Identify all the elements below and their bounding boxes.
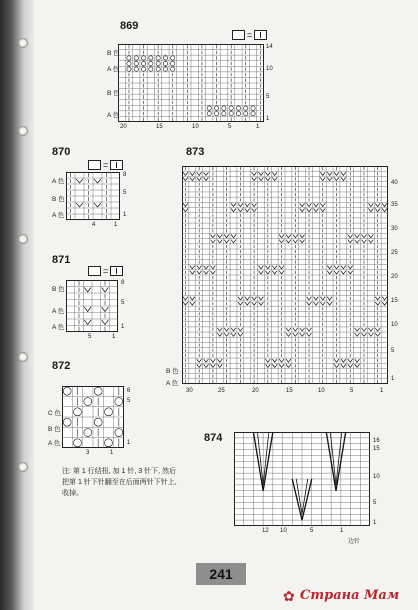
chart-873-left-label: A 色 — [166, 380, 179, 387]
symbol-legend-871 — [88, 266, 123, 276]
watermark: Страна Мам — [300, 588, 400, 603]
chart-871-left-label: B 色 — [52, 286, 65, 293]
chart-870-number: 870 — [52, 146, 71, 158]
chart-874-col-number: 5 — [310, 528, 314, 534]
chart-870-row-number: 8 — [123, 172, 127, 178]
chart-874-grid — [234, 432, 370, 526]
empty-cell-icon — [88, 160, 101, 170]
chart-873-row-number: 20 — [391, 274, 398, 280]
chart-871-col-number: 5 — [88, 334, 92, 340]
chart-872-row-number: 5 — [127, 398, 131, 404]
chart-869-row-number: 1 — [266, 116, 270, 122]
chart-870-col-number: 1 — [114, 222, 118, 228]
chart-873-row-number: 25 — [391, 250, 398, 256]
chart-873-col-number: 1 — [380, 388, 384, 394]
chart-873-row-number: 15 — [391, 298, 398, 304]
chart-869-left-label: A 色 — [107, 66, 120, 73]
chart-869-col-number: 10 — [192, 124, 199, 130]
chart-874-row-number: 15 — [373, 446, 380, 452]
chart-873-row-number: 40 — [391, 180, 398, 186]
chart-873-col-number: 25 — [218, 388, 225, 394]
chart-874-number: 874 — [204, 432, 223, 444]
chart-869-col-number: 20 — [120, 124, 127, 130]
chart-870-left-label: A 色 — [52, 178, 65, 185]
chart-869-row-number: 14 — [266, 44, 273, 50]
chart-869-row-number: 5 — [266, 94, 270, 100]
chart-869-left-label: B 色 — [107, 50, 120, 57]
chart-870-row-number: 1 — [123, 212, 127, 218]
chart-872-col-number: 3 — [86, 450, 90, 456]
chart-872-number: 872 — [52, 360, 71, 372]
chart-871-grid — [66, 280, 118, 332]
chart-874-edge-stitch-label: 边针 — [348, 539, 361, 545]
equals-sign: = — [103, 160, 109, 170]
flower-icon: ✿ — [283, 588, 295, 604]
chart-869-col-number: 1 — [256, 124, 260, 130]
chart-871-row-number: 5 — [121, 300, 125, 306]
chart-869-col-number: 15 — [156, 124, 163, 130]
chart-870-grid — [66, 172, 120, 220]
binding-hole — [18, 234, 28, 244]
chart-874-row-number: 5 — [373, 500, 377, 506]
chart-873-col-number: 15 — [286, 388, 293, 394]
chart-873-left-label: B 色 — [166, 368, 179, 375]
chart-873-col-number: 10 — [318, 388, 325, 394]
chart-871-row-number: 8 — [121, 280, 125, 286]
chart-873-row-number: 35 — [391, 202, 398, 208]
bar-cell-icon — [110, 160, 123, 170]
binding-hole — [18, 352, 28, 362]
bar-cell-icon — [110, 266, 123, 276]
binding-hole — [18, 462, 28, 472]
chart-873-row-number: 5 — [391, 348, 395, 354]
chart-874-row-number: 1 — [373, 520, 377, 526]
chart-873-number: 873 — [186, 146, 205, 158]
chart-873-col-number: 5 — [350, 388, 354, 394]
chart-869-grid — [118, 44, 264, 122]
chart-872-left-label: B 色 — [48, 426, 61, 433]
chart-873-grid — [182, 166, 388, 384]
note-text: 注: 第 1 行结扭, 加 1 针, 3 针下, 然后把第 1 针下针翻至在后面两针下针上, 收掉。 — [62, 468, 177, 497]
chart-870-left-label: B 色 — [52, 196, 65, 203]
chart-870-row-number: 5 — [123, 190, 127, 196]
chart-871-left-label: A 色 — [52, 308, 65, 315]
chart-871-left-label: A 色 — [52, 324, 65, 331]
equals-sign: = — [247, 30, 253, 40]
chart-873-row-number: 30 — [391, 226, 398, 232]
chart-874-col-number: 10 — [280, 528, 287, 534]
chart-869-left-label: A 色 — [107, 112, 120, 119]
chart-869-left-label: B 色 — [107, 90, 120, 97]
binding-hole — [18, 38, 28, 48]
chart-869-number: 869 — [120, 20, 139, 32]
chart-871-row-number: 1 — [121, 324, 125, 330]
chart-872-row-number: 1 — [127, 440, 131, 446]
chart-873-row-number: 1 — [391, 376, 395, 382]
chart-872-grid — [62, 386, 124, 448]
book-binding — [0, 0, 34, 610]
chart-869-col-number: 5 — [228, 124, 232, 130]
chart-869-row-number: 10 — [266, 66, 273, 72]
chart-874-row-number: 10 — [373, 474, 380, 480]
chart-874-row-number: 16 — [373, 438, 380, 444]
symbol-legend-870 — [88, 160, 123, 170]
chart-873-col-number: 20 — [252, 388, 259, 394]
chart-870-col-number: 4 — [92, 222, 96, 228]
chart-872-col-number: 1 — [110, 450, 114, 456]
chart-872-row-number: 6 — [127, 388, 131, 394]
chart-871-col-number: 1 — [112, 334, 116, 340]
chart-872-left-label: A 色 — [48, 440, 61, 447]
binding-hole — [18, 126, 28, 136]
symbol-legend-869 — [232, 30, 267, 40]
page-number: 241 — [196, 563, 246, 585]
empty-cell-icon — [88, 266, 101, 276]
chart-871-number: 871 — [52, 254, 71, 266]
chart-872-left-label: C 色 — [48, 410, 61, 417]
chart-873-col-number: 30 — [186, 388, 193, 394]
chart-874-col-number: 12 — [262, 528, 269, 534]
chart-870-left-label: A 色 — [52, 212, 65, 219]
equals-sign: = — [103, 266, 109, 276]
bar-cell-icon — [254, 30, 267, 40]
empty-cell-icon — [232, 30, 245, 40]
chart-873-row-number: 10 — [391, 322, 398, 328]
chart-874-col-number: 1 — [340, 528, 344, 534]
